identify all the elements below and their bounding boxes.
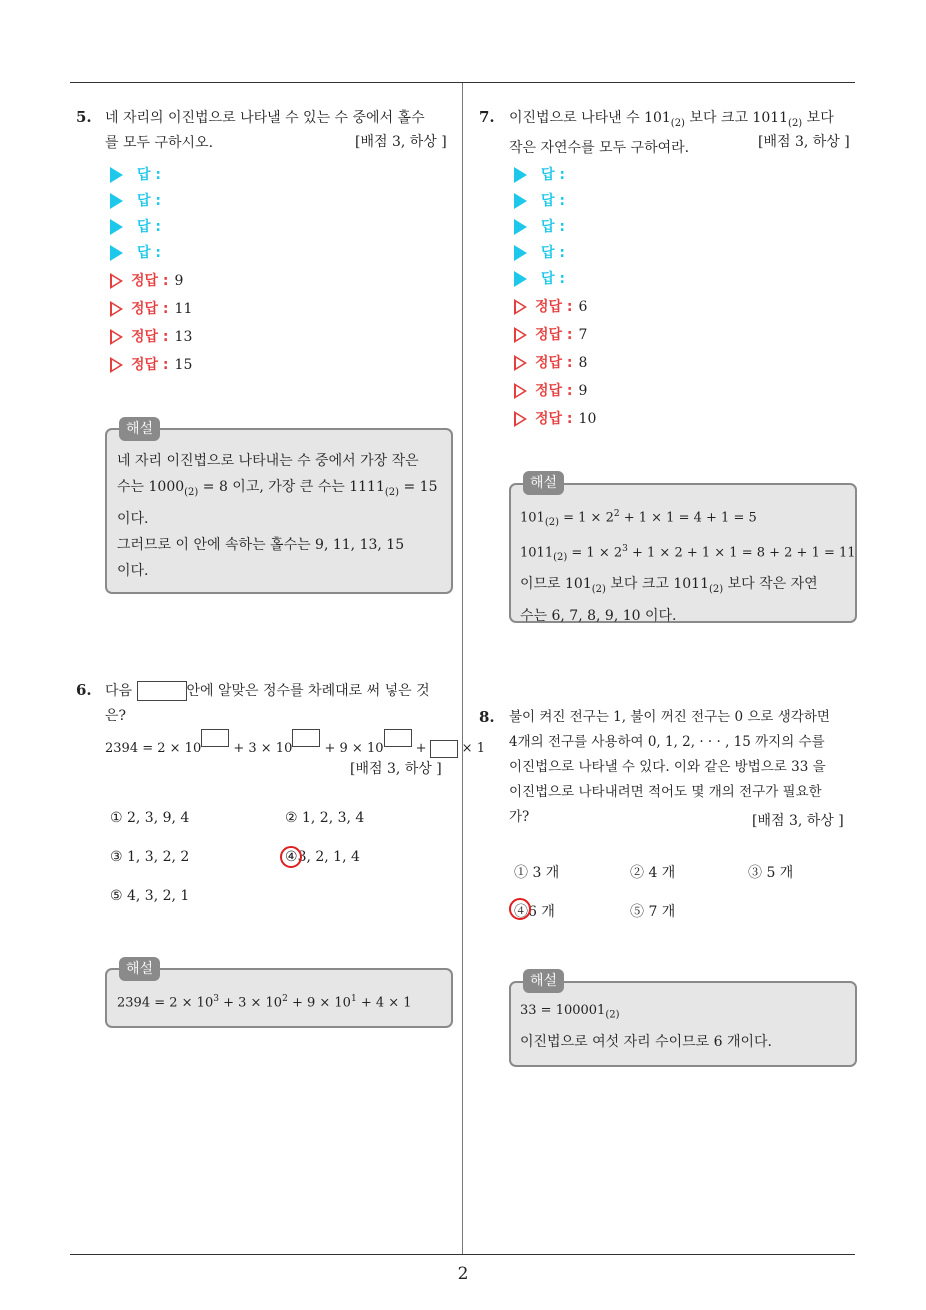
column-divider — [462, 83, 463, 1255]
correct-answer: 정답 : 10 — [514, 408, 596, 428]
answer-blank[interactable]: 답 : — [514, 242, 565, 262]
question-number: 6. — [76, 681, 92, 699]
answer-blank[interactable]: 답 : — [514, 268, 565, 288]
outline-triangle-icon — [110, 329, 123, 345]
outline-triangle-icon — [514, 355, 527, 371]
blank-box[interactable] — [201, 729, 229, 747]
explanation-text: $33 = 100001_{(2)}$ 이진법으로 여섯 자리 수이므로 6 개이다. — [520, 1003, 772, 1050]
play-icon — [514, 271, 527, 287]
outline-triangle-icon — [110, 357, 123, 373]
play-icon — [110, 193, 123, 209]
explanation-text: $2394 = 2 \times 10^3 + 3 \times 10^2 + 9 \times 10^1 + 4 \times 1$ — [117, 994, 412, 1011]
choice-5[interactable]: ⑤ 7 개 — [630, 904, 676, 920]
question-number: 5. — [76, 108, 92, 126]
explanation-tag: 해설 — [523, 471, 564, 495]
page-number: 2 — [457, 1264, 469, 1284]
outline-triangle-icon — [514, 299, 527, 315]
explanation-tag: 해설 — [119, 957, 160, 981]
correct-answer: 정답 : 7 — [514, 324, 587, 344]
question-text: 이진법으로 나타낸 수 $101_{(2)}$ 보다 크고 $1011_{(2)}$ 보다 작은 자연수를 모두 구하여라. — [509, 110, 834, 156]
choice-4[interactable]: ④6 개 — [514, 901, 555, 921]
score-label: [배점 3, 하상 ] — [752, 813, 844, 829]
question-line: 를 모두 구하시오. — [105, 135, 214, 151]
outline-triangle-icon — [514, 383, 527, 399]
choice-3[interactable]: ③ 1, 3, 2, 2 — [110, 849, 190, 865]
correct-answer: 정답 : 8 — [514, 352, 587, 372]
blank-box[interactable] — [292, 729, 320, 747]
question-line: 네 자리의 이진법으로 나타낼 수 있는 수 중에서 홀수 — [105, 110, 425, 126]
answer-blank[interactable]: 답 : — [110, 242, 161, 262]
choice-1[interactable]: ① 2, 3, 9, 4 — [110, 810, 190, 826]
explanation-text: 네 자리 이진법으로 나타내는 수 중에서 가장 작은 수는 $1000_{(2)} = 8$ 이고, 가장 큰 수는 $1111_{(2)} = 15$ 이다. 그러므로 이 안에 속하는 홀수는 9, 11, 13, 15 이다. — [117, 453, 438, 579]
choice-4[interactable]: ④3, 2, 1, 4 — [285, 849, 360, 865]
bottom-rule — [70, 1254, 855, 1255]
selected-circle-icon — [280, 846, 302, 868]
play-icon — [514, 193, 527, 209]
choice-3[interactable]: ③ 5 개 — [748, 865, 794, 881]
play-icon — [110, 245, 123, 261]
outline-triangle-icon — [110, 273, 123, 289]
answer-blank[interactable]: 답 : — [110, 216, 161, 236]
blank-box[interactable] — [430, 740, 458, 758]
outline-triangle-icon — [514, 411, 527, 427]
outline-triangle-icon — [110, 301, 123, 317]
correct-answer: 정답 : 9 — [110, 270, 183, 290]
correct-answer: 정답 : 6 — [514, 296, 587, 316]
question-number: 8. — [479, 708, 495, 726]
answer-blank[interactable]: 답 : — [110, 164, 161, 184]
play-icon — [514, 167, 527, 183]
question-text: 불이 켜진 전구는 1, 불이 꺼진 전구는 0 으로 생각하면 4개의 전구를 사용하여 0, 1, 2, · · · , 15 까지의 수를 이진법으로 나타낼 수 있다. 이와 같은 방법으로 33 을 이진법으로 나타내려면 적어도 몇 개의 전구가 필요한 가? — [509, 709, 830, 825]
question-number: 7. — [479, 108, 495, 126]
score-label: [배점 3, 하상 ] — [350, 761, 442, 777]
play-icon — [110, 167, 123, 183]
explanation-tag: 해설 — [523, 969, 564, 993]
score-label: [배점 3, 하상 ] — [355, 134, 447, 150]
play-icon — [514, 219, 527, 235]
selected-circle-icon — [509, 898, 531, 920]
explanation-tag: 해설 — [119, 417, 160, 441]
correct-answer: 정답 : 11 — [110, 298, 192, 318]
play-icon — [514, 245, 527, 261]
outline-triangle-icon — [514, 327, 527, 343]
play-icon — [110, 219, 123, 235]
choice-1[interactable]: ① 3 개 — [514, 865, 560, 881]
question-text: 다음 안에 알맞은 정수를 차례대로 써 넣은 것 은? 2394 = 2 × 10 + 3 × 10 + 9 × 10 + × 1 — [105, 683, 485, 756]
choice-2[interactable]: ② 4 개 — [630, 865, 676, 881]
choice-5[interactable]: ⑤ 4, 3, 2, 1 — [110, 888, 190, 904]
score-label: [배점 3, 하상 ] — [758, 134, 850, 150]
answer-blank[interactable]: 답 : — [514, 216, 565, 236]
correct-answer: 정답 : 15 — [110, 354, 192, 374]
answer-blank[interactable]: 답 : — [514, 164, 565, 184]
answer-blank[interactable]: 답 : — [110, 190, 161, 210]
correct-answer: 정답 : 13 — [110, 326, 192, 346]
explanation-text: $101_{(2)} = 1 \times 2^2 + 1 \times 1 = 4 + 1 = 5$ $1011_{(2)} = 1 \times 2^3 + 1 \times 2 + 1 \times 1 = 8 + 2 + 1 = 11$ 이므로 $101_{(2)}$ 보다 크고 $1011_{(2)}$ 보다 작은 자연 수는 6, 7, 8, 9, 10 이다. — [520, 509, 856, 624]
correct-answer: 정답 : 9 — [514, 380, 587, 400]
blank-box[interactable] — [384, 729, 412, 747]
choice-2[interactable]: ② 1, 2, 3, 4 — [285, 810, 365, 826]
blank-box[interactable] — [137, 681, 187, 701]
answer-blank[interactable]: 답 : — [514, 190, 565, 210]
